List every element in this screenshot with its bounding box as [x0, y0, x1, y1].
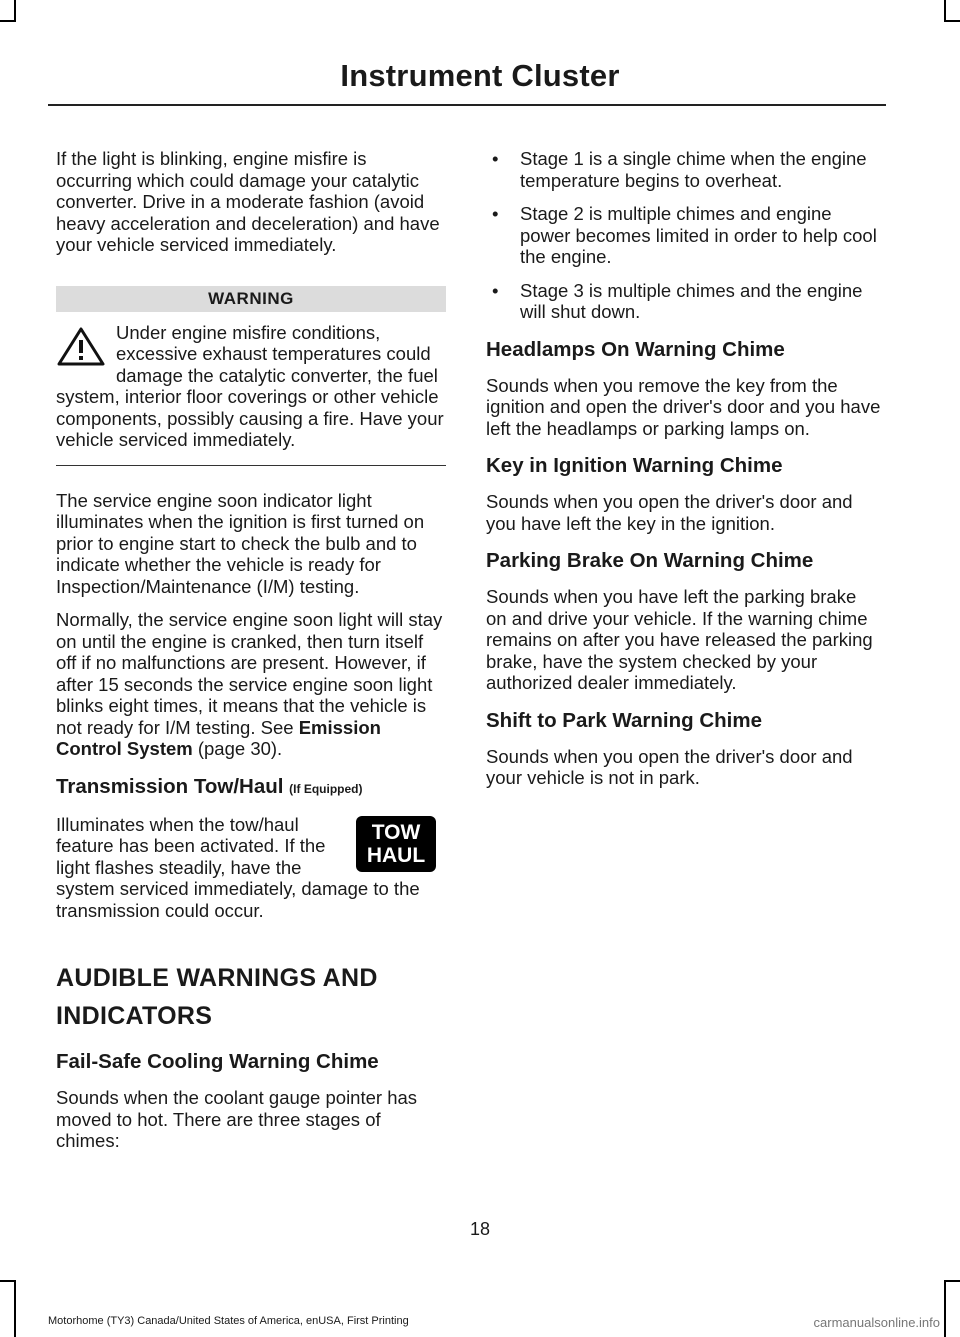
- list-item: [486, 280, 881, 323]
- crop-mark: [944, 20, 960, 22]
- stage-list: [486, 148, 881, 323]
- emission-control-link[interactable]: Emission Control System: [56, 716, 381, 759]
- failsafe-heading: Fail-Safe Cooling Warning Chime: [56, 1050, 379, 1073]
- crop-mark: [0, 1280, 16, 1282]
- crop-mark: [14, 0, 16, 22]
- list-item-text: Stage 1 is a single chime when the engine temperature begins to overheat.: [520, 148, 867, 191]
- tow-heading-text: Transmission Tow/Haul: [56, 774, 284, 798]
- footer-text: Motorhome (TY3) Canada/United States of America, enUSA, First Printing: [48, 1315, 409, 1327]
- page-number: 18: [469, 1219, 491, 1239]
- header-rule: [48, 104, 886, 106]
- parking-brake-paragraph: Sounds when you have left the parking brake on and drive your vehicle. If the warning chime remains on after you have released the parking brake, have the system checked by your authorized dealer immediately.: [486, 586, 873, 693]
- right-column: [486, 148, 881, 801]
- bullet: •: [492, 148, 499, 169]
- normal-paragraph: [56, 609, 446, 760]
- service-engine-paragraph: The service engine soon indicator light illuminates when the ignition is first turned on prior to engine start to check the bulb and to indicate whether the vehicle is ready for Inspection/Maintenance (I/M) testing.: [56, 489, 425, 597]
- if-equipped-label: (If Equipped): [289, 781, 363, 796]
- crop-mark: [944, 0, 946, 22]
- left-column: [56, 148, 446, 1164]
- tow-icon-line2: HAUL: [366, 843, 426, 867]
- tow-paragraph: [56, 814, 446, 922]
- parking-brake-heading: Parking Brake On Warning Chime: [486, 549, 814, 572]
- warning-box: [56, 322, 446, 451]
- crop-mark: [944, 1280, 946, 1337]
- shift-park-heading: Shift to Park Warning Chime: [486, 708, 763, 732]
- crop-mark: [944, 1280, 960, 1282]
- section-title: AUDIBLE WARNINGS AND INDICATORS: [56, 964, 378, 1030]
- failsafe-paragraph: Sounds when the coolant gauge pointer has moved to hot. There are three stages of chimes:: [56, 1087, 418, 1151]
- warning-text: Under engine misfire conditions, excessive exhaust temperatures could damage the catalytic converter, the fuel system, interior floor coverings or other vehicle components, possibly causing a fire. Have your vehicle serviced immediately.: [56, 321, 444, 450]
- warning-triangle-icon: [56, 326, 106, 366]
- bullet: •: [492, 279, 499, 301]
- page-title: Instrument Cluster: [340, 58, 620, 93]
- shift-park-paragraph: Sounds when you open the driver's door and your vehicle is not in park.: [486, 745, 853, 788]
- headlamps-heading: Headlamps On Warning Chime: [486, 337, 785, 361]
- warning-label: WARNING: [56, 286, 446, 312]
- tow-haul-heading: [56, 774, 446, 802]
- tow-haul-icon: [356, 816, 436, 872]
- tow-icon-line1: TOW: [371, 820, 421, 844]
- list-item: [486, 148, 881, 191]
- watermark: carmanualsonline.info: [813, 1315, 940, 1330]
- headlamps-paragraph: Sounds when you remove the key from the ignition and open the driver's door and you have left the headlamps or parking lamps on.: [486, 374, 881, 439]
- crop-mark: [14, 1280, 16, 1337]
- list-item-text: Stage 2 is multiple chimes and engine power becomes limited in order to help cool the engine.: [520, 203, 877, 267]
- warning-rule: [56, 465, 446, 466]
- normal-text: Normally, the service engine soon light will stay on until the engine is cranked, then turn itself off if no malfunctions are present. However, if after 15 seconds the service engine soon light blinks eight times, it means that the vehicle is not ready for I/M testing. See: [56, 609, 443, 738]
- list-item: [486, 203, 881, 268]
- key-ignition-paragraph: Sounds when you open the driver's door and you have left the key in the ignition.: [486, 491, 853, 534]
- tow-text: Illuminates when the tow/haul feature has been activated. If the light flashes steadily, have the system serviced immediately, damage to the transmission could occur.: [56, 813, 420, 921]
- bullet: •: [492, 203, 499, 224]
- key-ignition-heading: Key in Ignition Warning Chime: [486, 454, 783, 477]
- list-item-text: Stage 3 is multiple chimes and the engine will shut down.: [520, 279, 863, 322]
- page-ref: (page 30).: [197, 738, 283, 759]
- crop-mark: [0, 20, 16, 22]
- intro-paragraph: If the light is blinking, engine misfire is occurring which could damage your catalytic converter. Drive in a moderate fashion (avoid heavy acceleration and deceleration) and have your vehicle serviced immediately.: [56, 148, 440, 255]
